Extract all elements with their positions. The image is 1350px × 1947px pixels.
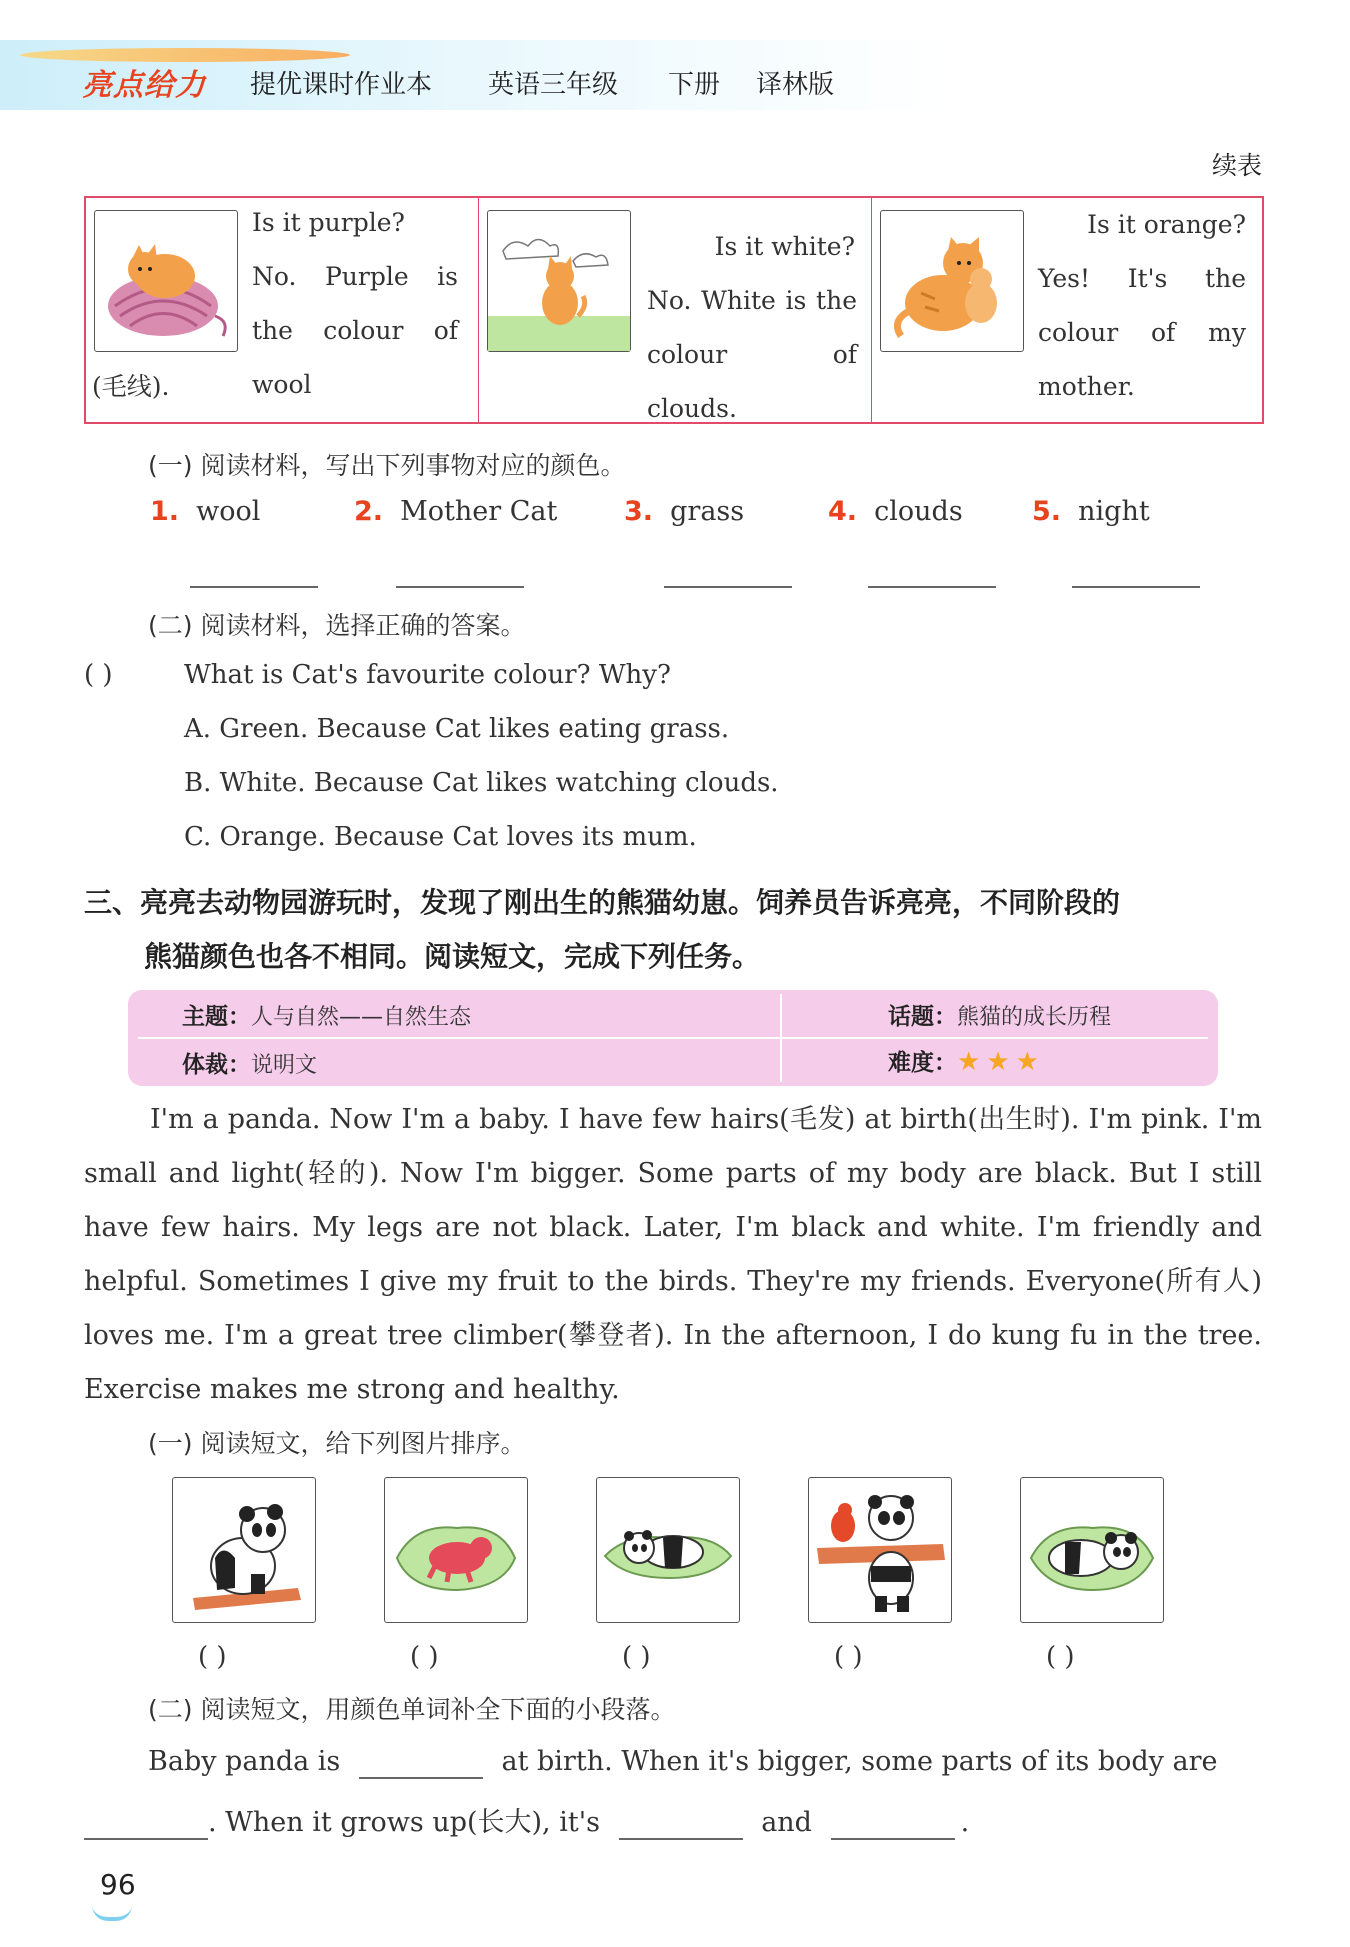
fill-text: . When it grows up(长大), it's [208, 1807, 600, 1838]
fill-text: . [960, 1807, 970, 1838]
cell3-line2: Yes! It's the colour of my mother. [1038, 264, 1246, 401]
cat-with-mother-icon [880, 210, 1024, 352]
series-title: 提优课时作业本 [250, 70, 433, 100]
fill-text: at birth. When it's bigger, some parts of its body are [501, 1746, 1218, 1777]
cat-on-wool-icon [94, 210, 238, 352]
task1-heading: (一) 阅读短文，给下列图片排序。 [148, 1429, 526, 1458]
table-cell [872, 198, 1262, 422]
subject-title: 英语三年级 [488, 70, 619, 100]
question-number: 4. [828, 496, 858, 527]
cat-under-clouds-icon [487, 210, 631, 352]
answer-paren[interactable]: ( ) [84, 660, 113, 690]
fill-text: Baby panda is [148, 1746, 341, 1777]
section3-title [84, 876, 1274, 984]
difficulty-row [888, 1044, 1045, 1077]
volume-title: 下册 [668, 70, 721, 100]
answer-blank-3[interactable] [664, 586, 792, 588]
fill-blank[interactable] [831, 1807, 955, 1840]
panda-passage: I'm a panda. Now I'm a baby. I have few hairs(毛发) at birth(出生时). I'm pink. I'm small and light(轻的). Now I'm bigger. Some parts of my body are black. But I still have few hairs. My legs are not black. Later, I'm black and white. I'm friendly and helpful. Sometimes I give my fruit to the birds. They're my friends. Everyone(所有人) loves me. I'm a great tree climber(攀登者). In the afternoon, I do kung fu in the tree. Exercise makes me strong and healthy. [84, 1104, 1262, 1405]
page-number: 96 [100, 1868, 136, 1901]
question-number: 3. [624, 496, 654, 527]
cell1-line2: No. Purple is the colour of wool [252, 262, 458, 399]
question-word: clouds [874, 496, 963, 527]
question-word: grass [670, 496, 745, 527]
genre-label: 体裁： [182, 1052, 251, 1078]
section3-title-line2: 熊猫颜色也各不相同。阅读短文，完成下列任务。 [144, 940, 761, 973]
page-number-arc [92, 1905, 132, 1921]
question-word: Mother Cat [400, 496, 558, 527]
part1-heading: (一) 阅读材料，写出下列事物对应的颜色。 [148, 451, 626, 480]
question-text: What is Cat's favourite colour? Why? [184, 660, 671, 690]
pink-baby-panda-icon [384, 1477, 528, 1623]
info-box [128, 990, 1218, 1086]
genre-row [182, 1046, 317, 1079]
question-number: 1. [150, 496, 180, 527]
fill-blank[interactable] [359, 1746, 483, 1779]
brand-logo: 亮点给力 [82, 68, 206, 103]
reading-table [84, 196, 1264, 424]
panda-with-bird-icon [808, 1477, 952, 1623]
small-panda-on-leaf-icon [596, 1477, 740, 1623]
color-question-4 [828, 496, 963, 527]
option-b[interactable]: B. White. Because Cat likes watching clouds. [184, 768, 779, 798]
color-question-1 [150, 496, 260, 527]
task2-heading: (二) 阅读短文，用颜色单词补全下面的小段落。 [148, 1695, 676, 1724]
genre-value: 说明文 [251, 1053, 318, 1078]
option-a[interactable]: A. Green. Because Cat likes eating grass. [184, 714, 730, 744]
cell3-line1: Is it orange? [1087, 210, 1246, 239]
table-cell [479, 198, 871, 422]
fill-line-1 [148, 1746, 1218, 1779]
table-cell [86, 198, 478, 422]
order-paren[interactable]: ( ) [198, 1642, 227, 1672]
answer-blank-4[interactable] [868, 586, 996, 588]
edition-title: 译林版 [756, 70, 835, 100]
option-c[interactable]: C. Orange. Because Cat loves its mum. [184, 822, 697, 852]
answer-blank-5[interactable] [1072, 586, 1200, 588]
question-word: wool [196, 496, 261, 527]
answer-blank-1[interactable] [190, 586, 318, 588]
cell1-line1: Is it purple? [252, 208, 405, 237]
order-paren[interactable]: ( ) [1046, 1642, 1075, 1672]
section3-title-line1: 三、亮亮去动物园游玩时，发现了刚出生的熊猫幼崽。饲养员告诉亮亮，不同阶段的 [84, 886, 1121, 919]
cell1-line3: (毛线). [92, 372, 170, 401]
color-question-3 [624, 496, 744, 527]
theme-value: 人与自然——自然生态 [251, 1005, 472, 1030]
topic-row [888, 998, 1111, 1031]
fill-text: and [761, 1807, 812, 1838]
info-divider [138, 1037, 1208, 1039]
answer-blank-2[interactable] [396, 586, 524, 588]
difficulty-label: 难度： [888, 1050, 957, 1076]
question-number: 2. [354, 496, 384, 527]
difficulty-stars [957, 1047, 1045, 1077]
star-icon: ★ [986, 1047, 1010, 1077]
question-word: night [1078, 496, 1150, 527]
cell2-line1: Is it white? [714, 232, 855, 261]
color-question-5 [1032, 496, 1150, 527]
fill-blank[interactable] [619, 1807, 743, 1840]
order-paren[interactable]: ( ) [622, 1642, 651, 1672]
panda-on-pillow-icon [1020, 1477, 1164, 1623]
theme-row [182, 998, 471, 1031]
topic-label: 话题： [888, 1004, 957, 1030]
fill-line-2 [84, 1800, 969, 1840]
order-paren[interactable]: ( ) [410, 1642, 439, 1672]
color-question-2 [354, 496, 557, 527]
fill-blank[interactable] [84, 1807, 208, 1840]
star-icon: ★ [1015, 1047, 1039, 1077]
order-paren[interactable]: ( ) [834, 1642, 863, 1672]
part2-heading: (二) 阅读材料，选择正确的答案。 [148, 611, 526, 640]
continued-label: 续表 [1211, 151, 1262, 180]
star-icon: ★ [957, 1047, 981, 1077]
panda-on-branch-icon [172, 1477, 316, 1623]
question-number: 5. [1032, 496, 1062, 527]
cell2-line2: No. White is the colour of clouds. [647, 286, 857, 423]
theme-label: 主题： [182, 1004, 251, 1030]
topic-value: 熊猫的成长历程 [957, 1005, 1112, 1030]
